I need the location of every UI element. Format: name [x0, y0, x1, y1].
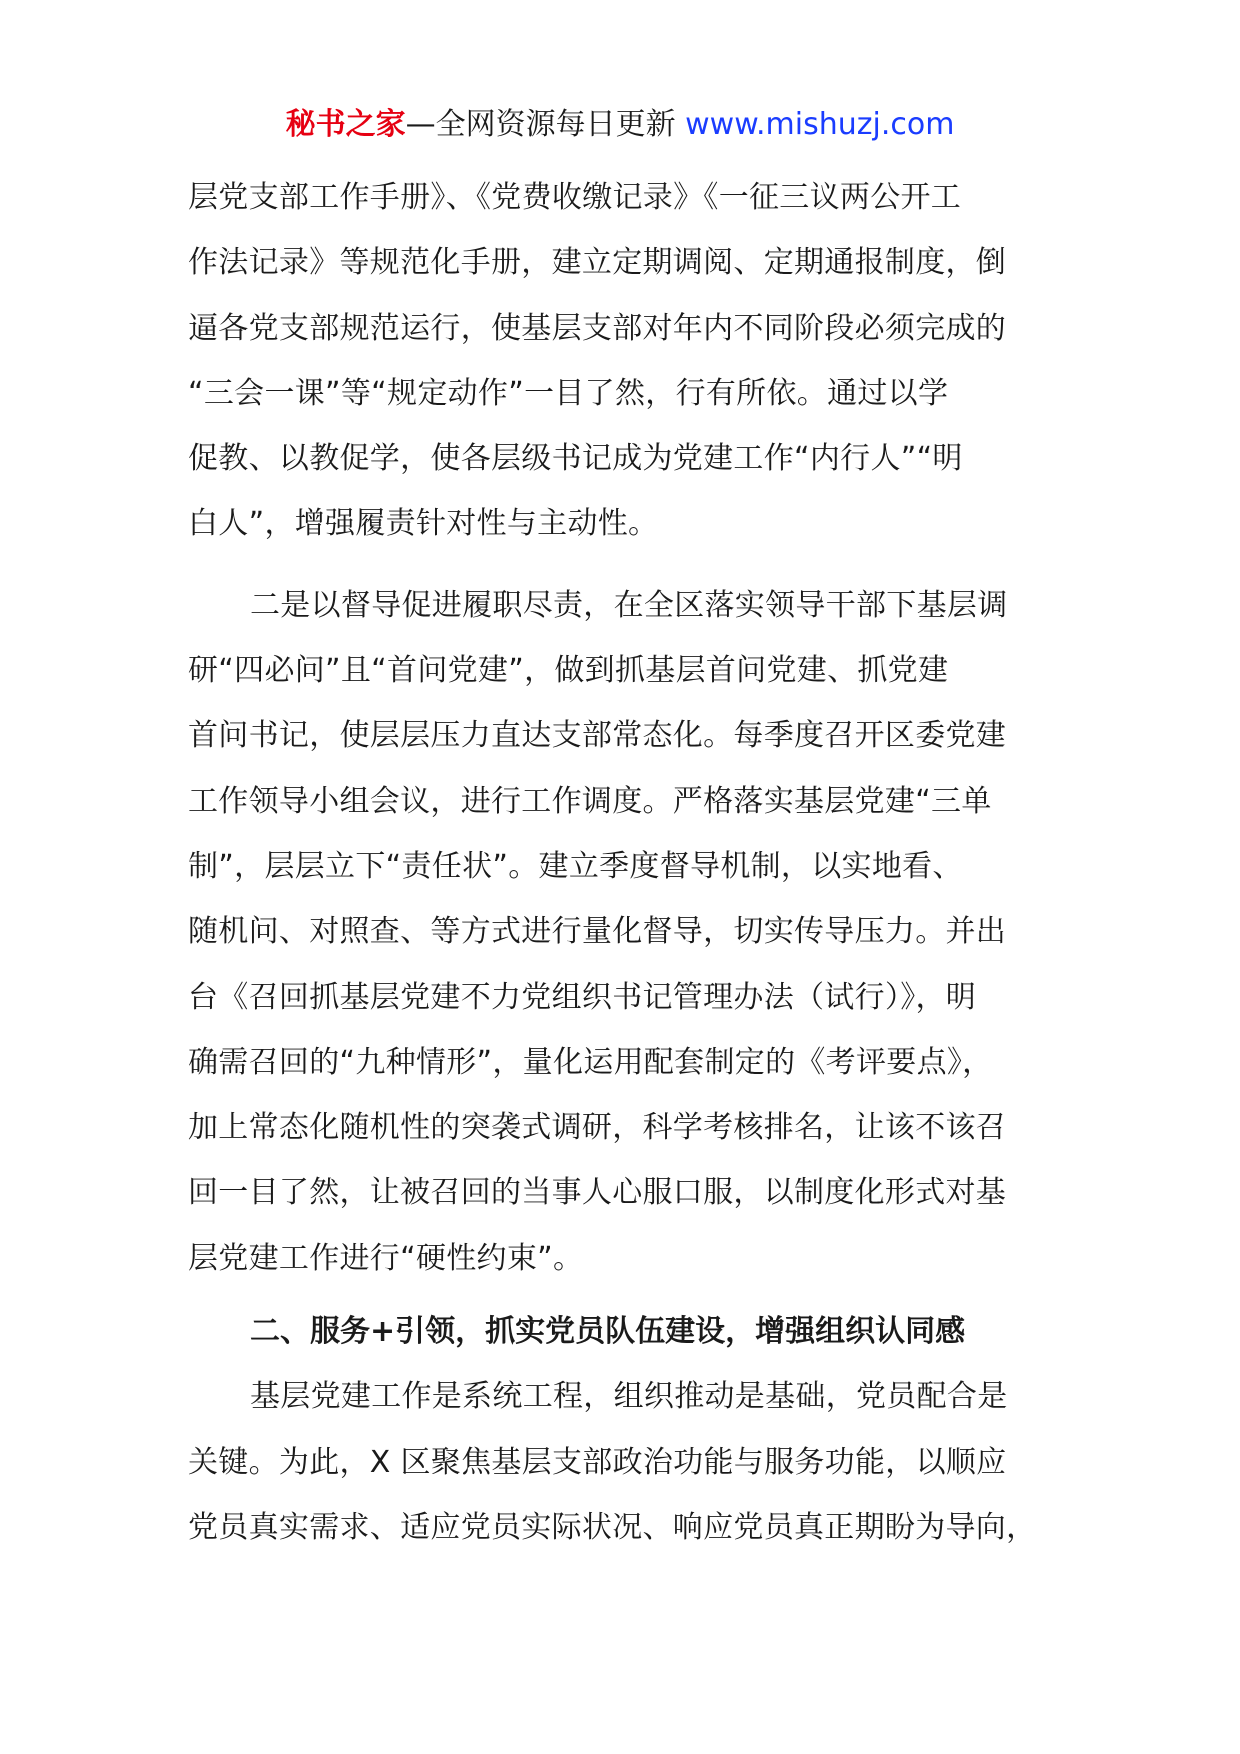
paragraph-2	[188, 573, 1040, 1291]
paragraph-1	[188, 165, 1040, 557]
paragraph-gap	[188, 1291, 1040, 1299]
brand-name: 秘书之家	[285, 107, 406, 142]
text-line: 制”，层层立下“责任状”。建立季度督导机制，以实地看、	[188, 848, 963, 884]
header-url[interactable]: www.mishuzj.com	[685, 107, 955, 142]
text-line: 回一目了然，让被召回的当事人心服口服，以制度化形式对基	[188, 1175, 1007, 1211]
text-line: 层党支部工作手册》、《党费收缴记录》《一征三议两公开工	[188, 180, 962, 215]
text-line: 首问书记，使层层压力直达支部常态化。每季度召开区委党建	[188, 718, 1007, 754]
text-line: 工作领导小组会议，进行工作调度。严格落实基层党建“三单	[188, 783, 992, 819]
text-line: 确需召回的“九种情形”，量化运用配套制定的《考评要点》，	[188, 1044, 993, 1080]
text-line: 台《召回抓基层党建不力党组织书记管理办法（试行）》，明	[188, 979, 977, 1015]
header-tagline: —全网资源每日更新	[405, 107, 686, 142]
text-line: 二是以督导促进履职尽责，在全区落实领导干部下基层调	[250, 587, 1008, 623]
paragraph-gap	[188, 557, 1040, 573]
text-line: 基层党建工作是系统工程，组织推动是基础，党员配合是	[250, 1379, 1008, 1415]
text-line: 逼各党支部规范运行，使基层支部对年内不同阶段必须完成的	[188, 310, 1007, 346]
text-line: 随机问、对照查、等方式进行量化督导，切实传导压力。并出	[188, 914, 1007, 950]
text-line: 白人”，增强履责针对性与主动性。	[188, 506, 659, 542]
site-header	[0, 100, 1240, 150]
text-line: 党员真实需求、适应党员实际状况、响应党员真正期盼为导向，	[188, 1509, 1037, 1545]
document-body	[188, 165, 1040, 1560]
section-heading: 二、服务+引领，抓实党员队伍建设，增强组织认同感	[250, 1314, 966, 1350]
text-line: 研“四必问”且“首问党建”，做到抓基层首问党建、抓党建	[188, 653, 949, 689]
text-line: “三会一课”等“规定动作”一目了然，行有所依。通过以学	[188, 375, 949, 411]
text-line: 关键。为此，X 区聚焦基层支部政治功能与服务功能，以顺应	[188, 1444, 1007, 1480]
text-line: 加上常态化随机性的突袭式调研，科学考核排名，让该不该召	[188, 1110, 1007, 1146]
text-line: 促教、以教促学，使各层级书记成为党建工作“内行人”“明	[188, 441, 963, 477]
text-line: 作法记录》等规范化手册，建立定期调阅、定期通报制度，倒	[188, 245, 1007, 281]
text-line: 层党建工作进行“硬性约束”。	[188, 1240, 584, 1276]
paragraph-3	[188, 1364, 1040, 1560]
